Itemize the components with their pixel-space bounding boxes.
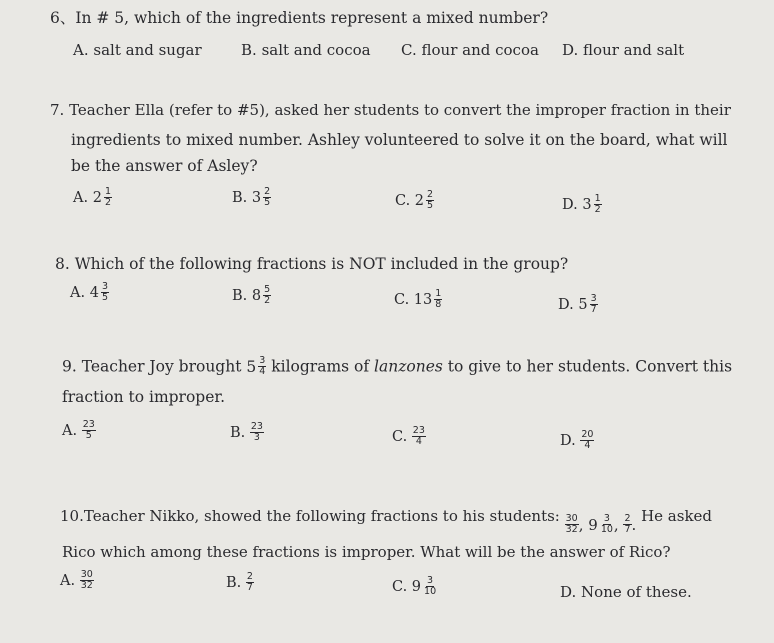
q9-option-a: A. $\frac{23}{5}$ bbox=[62, 419, 95, 441]
q9-mixed-number: 5 $\frac{3}{4}$ bbox=[246, 355, 266, 377]
q8-option-b: B. 8 $\frac{5}{2}$ bbox=[232, 284, 271, 306]
question-10-line-2: Rico which among these fractions is improper. What will be the answer of Rico? bbox=[62, 543, 671, 561]
q6-option-a: A. salt and sugar bbox=[73, 41, 202, 59]
q7-option-a: A. 2 $\frac{1}{2}$ bbox=[73, 186, 111, 208]
question-7-line-2: ingredients to mixed number. Ashley volunteered to solve it on the board, what will bbox=[71, 131, 728, 149]
q9-option-c: C. $\frac{23}{4}$ bbox=[392, 425, 425, 447]
q6-option-d: D. flour and salt bbox=[562, 41, 685, 59]
question-9-line-1: 9. Teacher Joy brought 5 $\frac{3}{4}$ kilograms of lanzones to give to her students. Convert this bbox=[62, 355, 733, 377]
q9-option-b: B. $\frac{23}{3}$ bbox=[230, 421, 263, 443]
question-9-line-2: fraction to improper. bbox=[62, 388, 226, 406]
q10-option-d: D. None of these. bbox=[560, 583, 692, 601]
q6-option-c: C. flour and cocoa bbox=[401, 41, 539, 59]
question-8-stem: 8. Which of the following fractions is NOT included in the group? bbox=[55, 255, 569, 273]
question-7-line-1: 7. Teacher Ella (refer to #5), asked her students to convert the improper fraction in their bbox=[50, 101, 731, 119]
q8-option-c: C. 13 $\frac{1}{8}$ bbox=[394, 288, 442, 310]
q7-option-c: C. 2 $\frac{2}{5}$ bbox=[395, 189, 434, 211]
q8-option-d: D. 5 $\frac{3}{7}$ bbox=[558, 293, 597, 315]
question-6-stem: 6、In # 5, which of the ingredients represent a mixed number? bbox=[50, 9, 549, 27]
question-7-line-3: be the answer of Asley? bbox=[71, 157, 258, 175]
q10-option-b: B. $\frac{2}{7}$ bbox=[226, 571, 253, 593]
q9-option-d: D. $\frac{20}{4}$ bbox=[560, 429, 594, 451]
q7-option-b: B. 3 $\frac{2}{5}$ bbox=[232, 186, 271, 208]
q6-option-b: B. salt and cocoa bbox=[241, 41, 371, 59]
q7-option-d: D. 3 $\frac{1}{2}$ bbox=[562, 193, 601, 215]
question-10-line-1: 10.Teacher Nikko, showed the following fractions to his students: $\frac{30}{32}$ , 9 $\frac{3}{10}$ , $\frac{2}{7}$ . He asked bbox=[60, 507, 713, 535]
q10-option-c: C. 9 $\frac{3}{10}$ bbox=[392, 575, 437, 597]
q10-option-a: A. $\frac{30}{32}$ bbox=[60, 569, 93, 591]
q8-option-a: A. 4 $\frac{3}{5}$ bbox=[70, 281, 108, 303]
